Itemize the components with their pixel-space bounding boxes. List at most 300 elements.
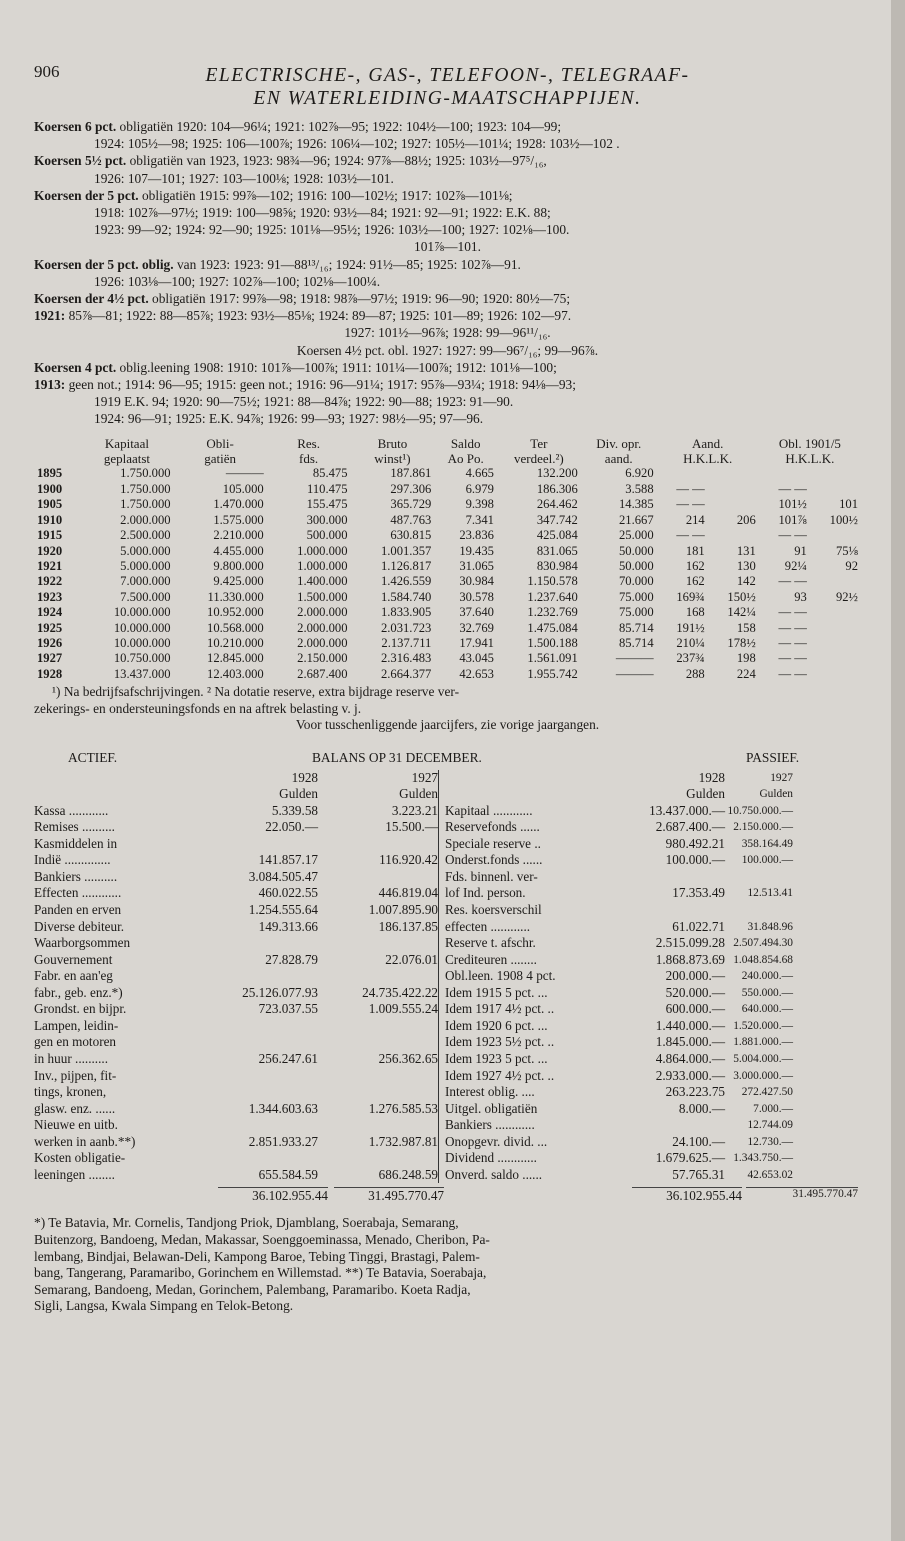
- table-row: [34, 667, 861, 682]
- koersen-line: 1926: 107—101; 1927: 103—100⅛; 1928: 103½—101.: [94, 170, 394, 186]
- table-cell: 300.000: [306, 512, 348, 527]
- passief-value-1928: 100.000.—: [665, 852, 725, 868]
- table-cell: 85.475: [312, 466, 348, 481]
- table-cell: 162: [685, 574, 705, 589]
- table-cell: 92½: [835, 589, 858, 604]
- passief-value-1927: 2.150.000.—: [733, 821, 793, 834]
- table-cell: 1.500.188: [527, 635, 578, 650]
- table-cell: 187.861: [390, 466, 432, 481]
- passief-value-1928: Gulden: [686, 786, 725, 802]
- passief-item-label: Speciale reserve ..: [445, 835, 541, 851]
- table-cell: — —: [778, 605, 807, 620]
- year-cell: 1905: [37, 497, 63, 512]
- passief-value-1927: 5.004.000.—: [733, 1052, 793, 1065]
- table-cell: 1.475.084: [527, 620, 578, 635]
- actief-item-label: Grondst. en bijpr.: [34, 1001, 127, 1017]
- column-header: Kapitaal: [104, 435, 149, 451]
- table-row: [34, 466, 861, 481]
- table-cell: 31.065: [459, 558, 494, 573]
- koersen-heading: Koersen 5½ pct.: [34, 153, 127, 169]
- table-cell: 1.400.000: [297, 574, 348, 589]
- actief-item-label: Bankiers ..........: [34, 868, 118, 884]
- table-cell: 264.462: [536, 497, 578, 512]
- table-cell: 30.984: [459, 574, 494, 589]
- table-cell: 91: [794, 543, 807, 558]
- table-row: [34, 605, 861, 620]
- actief-value-1927: [318, 1084, 438, 1101]
- passief-value-1927: 1927: [770, 771, 793, 784]
- table-cell: 1.750.000: [120, 481, 171, 496]
- koersen-line: Koersen 4½ pct. obl. 1927: 1927: 99—96⁷/₁₆; 99—96⅞.: [296, 342, 599, 358]
- year-cell: 1926: [37, 635, 63, 650]
- table-cell: ———: [615, 666, 654, 681]
- passief-item-label: Bankiers ............: [445, 1117, 535, 1133]
- table-cell: [708, 528, 759, 543]
- table-cell: — —: [778, 574, 807, 589]
- passief-item-label: Fds. binnenl. ver-: [445, 868, 538, 884]
- footnote-line: bang, Tangerang, Paramaribo, Gorinchem en Willemstad. **) Te Batavia, Soerabaja,: [34, 1265, 487, 1281]
- actief-value-1928: [206, 968, 318, 985]
- table-cell: — —: [778, 635, 807, 650]
- passief-item-label: Onverd. saldo ......: [445, 1166, 543, 1182]
- koersen-year: 1913:: [34, 377, 66, 393]
- table-cell: 1.584.740: [380, 589, 432, 604]
- passief-value-1928: 17.353.49: [672, 885, 725, 901]
- table-header-row: [34, 436, 861, 451]
- table-cell: 155.475: [306, 497, 348, 512]
- table-cell: [810, 636, 861, 651]
- table-cell: 100½: [829, 512, 858, 527]
- table-cell: [810, 605, 861, 620]
- passief-value-1927: 7.000.—: [753, 1102, 793, 1115]
- passief-labels: [438, 770, 611, 1184]
- passief-1928-column: [611, 770, 725, 1184]
- actief-value-1928: 5.339.58: [271, 802, 318, 818]
- table-cell: 142¼: [727, 605, 756, 620]
- actief-value-1927: 15.500.—: [385, 819, 438, 835]
- running-title-line-2: EN WATERLEIDING-MAATSCHAPPIJEN.: [253, 88, 642, 109]
- actief-item-label: Waarborgsommen: [34, 935, 131, 951]
- actief-1928-column: [206, 770, 318, 1184]
- table-cell: 7.341: [465, 512, 494, 527]
- actief-value-1927: 1.276.585.53: [368, 1100, 438, 1116]
- year-cell: 1928: [37, 666, 63, 681]
- koersen-heading: Koersen der 5 pct.: [34, 187, 139, 203]
- column-header: Saldo: [450, 435, 481, 451]
- koersen-line: [34, 187, 861, 204]
- passief-value-1928: 200.000.—: [665, 968, 725, 984]
- koersen-text: obligatiën 1920: 104—96¼; 1921: 102⅞—95; 1922: 104½—100; 1923: 104—99;: [116, 119, 562, 134]
- passief-item-label: Dividend ............: [445, 1150, 537, 1166]
- balans-year-header: Gulden: [399, 786, 438, 802]
- table-cell: 75⅛: [835, 543, 858, 558]
- table-cell: 142: [736, 574, 756, 589]
- table-cell: 181: [685, 543, 705, 558]
- passief-value-1928: [611, 902, 725, 919]
- table-cell: 500.000: [306, 528, 348, 543]
- table-cell: 4.665: [465, 466, 494, 481]
- balans-body: [34, 770, 861, 1184]
- running-title-line-1: ELECTRISCHE-, GAS-, TELEFOON-, TELEGRAAF-: [205, 65, 690, 86]
- actief-value-1927: [318, 1117, 438, 1134]
- actief-value-1928: 723.037.55: [258, 1001, 318, 1017]
- column-header: Res.: [297, 435, 320, 451]
- table-cell: 9.398: [465, 497, 494, 512]
- actief-value-1927: [318, 1150, 438, 1167]
- actief-value-1928: 22.050.—: [265, 819, 318, 835]
- actief-labels: [34, 770, 206, 1184]
- table-cell: 21.667: [619, 512, 654, 527]
- table-notes: [34, 684, 861, 734]
- year-cell: 1895: [37, 466, 63, 481]
- passief-value-1928: 1.679.625.—: [655, 1150, 725, 1166]
- table-cell: 10.000.000: [113, 605, 171, 620]
- actief-value-1927: 446.819.04: [378, 885, 438, 901]
- year-cell: 1923: [37, 589, 63, 604]
- koersen-line: [34, 290, 861, 307]
- table-cell: 2.210.000: [213, 528, 264, 543]
- table-cell: 150½: [727, 589, 756, 604]
- table-cell: 347.742: [536, 512, 578, 527]
- table-cell: 43.045: [459, 651, 494, 666]
- koersen-line: 1919 E.K. 94; 1920: 90—75½; 1921: 88—84⅞; 1922: 90—88; 1923: 91—90.: [94, 394, 514, 410]
- table-cell: [708, 497, 759, 512]
- passief-value-1927: 358.164.49: [741, 837, 793, 850]
- koersen-line: 1926: 103⅛—100; 1927: 102⅞—100; 102⅛—100¼.: [94, 273, 381, 289]
- passief-item-label: Idem 1923 5½ pct. ..: [445, 1034, 555, 1050]
- actief-value-1927: 1.732.987.81: [368, 1133, 438, 1149]
- table-cell: 9.425.000: [213, 574, 264, 589]
- passief-item-label: lof Ind. person.: [445, 885, 526, 901]
- year-cell: 1927: [37, 651, 63, 666]
- table-row: [34, 574, 861, 589]
- table-cell: 10.952.000: [207, 605, 264, 620]
- table-cell: 365.729: [390, 497, 432, 512]
- table-cell: 630.815: [390, 528, 432, 543]
- actief-value-1928: 1.344.603.63: [248, 1100, 318, 1116]
- table-cell: 130: [736, 558, 756, 573]
- actief-value-1928: [206, 1117, 318, 1134]
- table-cell: 10.000.000: [113, 620, 171, 635]
- table-cell: 19.435: [459, 543, 494, 558]
- koersen-text: obligatiën 1917: 99⅞—98; 1918: 98⅞—97½; 1919: 96—90; 1920: 80½—75;: [148, 291, 571, 307]
- table-cell: 186.306: [536, 481, 578, 496]
- table-row: [34, 497, 861, 512]
- table-cell: 162: [685, 558, 705, 573]
- actief-item-label: Panden en erven: [34, 902, 122, 918]
- actief-value-1927: [318, 1068, 438, 1085]
- table-cell: [759, 466, 810, 481]
- passief-item-label: [445, 770, 611, 787]
- actief-value-1927: 116.920.42: [379, 852, 438, 868]
- table-cell: [810, 528, 861, 543]
- table-cell: ———: [615, 651, 654, 666]
- column-header: [34, 436, 80, 451]
- table-cell: 1.000.000: [297, 558, 348, 573]
- passief-value-1927: 10.750.000.—: [727, 804, 793, 817]
- column-header: gatiën: [204, 451, 236, 467]
- koersen-line: 1924: 105½—98; 1925: 106—100⅞; 1926: 106¼—102; 1927: 105½—101¼; 1928: 103½—102 .: [94, 136, 620, 152]
- actief-value-1928: [206, 935, 318, 952]
- passief-item-label: Obl.leen. 1908 4 pct.: [445, 968, 556, 984]
- passief-value-1928: 4.864.000.—: [655, 1050, 725, 1066]
- table-cell: [810, 482, 861, 497]
- passief-value-1928: 980.492.21: [665, 835, 725, 851]
- passief-item-label: Onopgevr. divid. ...: [445, 1133, 548, 1149]
- passief-item-label: Interest oblig. ....: [445, 1084, 535, 1100]
- table-cell: 831.065: [536, 543, 578, 558]
- table-cell: 2.150.000: [297, 651, 348, 666]
- balans-label: [34, 786, 206, 803]
- actief-item-label: Diverse debiteur.: [34, 918, 125, 934]
- koersen-line: [34, 376, 861, 393]
- kapitaal-table: [34, 436, 861, 683]
- table-cell: [810, 651, 861, 666]
- actief-label: ACTIEF.: [68, 749, 118, 765]
- passief-value-1927: 1.048.854.68: [733, 953, 793, 966]
- actief-item-label: Fabr. en aan'eg: [34, 968, 113, 984]
- actief-value-1928: 25.126.077.93: [242, 984, 318, 1000]
- table-cell: 10.210.000: [207, 635, 264, 650]
- actief-item-label: Nieuwe en uitb.: [34, 1117, 118, 1133]
- table-cell: 5.000.000: [120, 558, 171, 573]
- table-cell: 75.000: [619, 589, 654, 604]
- table-cell: 92: [845, 558, 858, 573]
- actief-item-label: Lampen, leidin-: [34, 1017, 119, 1033]
- passief-item-label: Idem 1920 6 pct. ...: [445, 1017, 548, 1033]
- running-title: [34, 64, 861, 110]
- passief-item-label: Onderst.fonds ......: [445, 852, 543, 868]
- table-cell: [708, 466, 759, 481]
- passief-value-1927: 1.343.750.—: [733, 1152, 793, 1165]
- table-cell: 10.750.000: [113, 651, 171, 666]
- table-row: [34, 621, 861, 636]
- actief-value-1927: 3.223.21: [391, 802, 438, 818]
- table-cell: 25.000: [619, 528, 654, 543]
- table-cell: 1.561.091: [527, 651, 578, 666]
- passief-value-1927: 12.730.—: [747, 1135, 793, 1148]
- table-cell: [810, 621, 861, 636]
- passief-value-1928: 520.000.—: [665, 984, 725, 1000]
- passief-item-label: effecten ............: [445, 918, 531, 934]
- koersen-heading: Koersen der 5 pct. oblig.: [34, 256, 174, 272]
- table-cell: 10.000.000: [113, 635, 171, 650]
- passief-item-label: Reserve t. afschr.: [445, 935, 536, 951]
- actief-value-1927: 1.009.555.24: [368, 1001, 438, 1017]
- table-cell: 37.640: [459, 605, 494, 620]
- table-cell: 1.232.769: [527, 605, 578, 620]
- actief-item-label: Effecten ............: [34, 885, 122, 901]
- passief-value-1927: 12.513.41: [747, 887, 793, 900]
- actief-value-1927: [318, 1018, 438, 1035]
- passief-label: PASSIEF.: [746, 749, 800, 765]
- passief-value-1928: 1.868.873.69: [655, 951, 725, 967]
- column-header: winst¹): [374, 451, 411, 467]
- column-header: Ter: [530, 435, 548, 451]
- table-cell: — —: [778, 651, 807, 666]
- column-header: [34, 451, 80, 466]
- passief-item-label: Idem 1923 5 pct. ...: [445, 1050, 548, 1066]
- actief-value-1927: [318, 1034, 438, 1051]
- table-cell: 206: [736, 512, 756, 527]
- actief-item-label: Remises ..........: [34, 819, 115, 835]
- actief-item-label: tings, kronen,: [34, 1084, 107, 1100]
- table-cell: 830.984: [536, 558, 578, 573]
- koersen-section: [34, 118, 861, 428]
- passief-item-label: Uitgel. obligatiën: [445, 1100, 538, 1116]
- table-row: [34, 559, 861, 574]
- koersen-line: [34, 118, 861, 135]
- actief-value-1927: [318, 869, 438, 886]
- table-cell: 92¼: [784, 558, 807, 573]
- passief-value-1927: 1.881.000.—: [733, 1036, 793, 1049]
- actief-value-1927: 24.735.422.22: [362, 984, 438, 1000]
- koersen-heading: Koersen 6 pct.: [34, 119, 117, 134]
- table-cell: [810, 667, 861, 682]
- balans-label: [34, 770, 206, 787]
- table-cell: [810, 574, 861, 589]
- page-header: [34, 62, 861, 118]
- actief-value-1927: 1.007.895.90: [368, 902, 438, 918]
- table-cell: 2.000.000: [297, 605, 348, 620]
- totaal-passief-1927: 31.495.770.47: [746, 1187, 858, 1200]
- actief-value-1928: 141.857.17: [258, 852, 318, 868]
- table-cell: 30.578: [459, 589, 494, 604]
- balans-year-header: 1928: [291, 769, 318, 785]
- table-cell: 32.769: [459, 620, 494, 635]
- passief-value-1928: 8.000.—: [678, 1100, 725, 1116]
- actief-value-1928: [206, 1018, 318, 1035]
- table-cell: [708, 482, 759, 497]
- footnote-line: Sigli, Langsa, Kwala Simpang en Telok-Betong.: [34, 1298, 294, 1314]
- footnote-line: *) Te Batavia, Mr. Cornelis, Tandjong Priok, Djamblang, Soerabaja, Semarang,: [34, 1215, 459, 1231]
- passief-value-1928: [611, 1117, 725, 1134]
- table-cell: 210¼: [676, 635, 705, 650]
- table-cell: 2.316.483: [380, 651, 432, 666]
- table-cell: 2.500.000: [120, 528, 171, 543]
- table-cell: 6.920: [625, 466, 654, 481]
- passief-1927-column: [725, 770, 793, 1184]
- year-cell: 1925: [37, 620, 63, 635]
- table-cell: 101: [839, 497, 858, 512]
- actief-value-1927: 256.362.65: [378, 1050, 438, 1066]
- year-cell: 1910: [37, 512, 63, 527]
- table-row: [34, 544, 861, 559]
- table-cell: 198: [736, 651, 756, 666]
- table-cell: 13.437.000: [113, 666, 171, 681]
- table-cell: 2.000.000: [297, 635, 348, 650]
- koersen-text: oblig.leening 1908: 1910: 101⅞—100⅞; 1911: 101¼—100⅞; 1912: 101⅛—100;: [116, 359, 557, 375]
- passief-item-label: [445, 786, 611, 803]
- balans-header: [34, 750, 861, 768]
- table-cell: — —: [676, 528, 705, 543]
- table-row: [34, 590, 861, 605]
- actief-value-1928: 2.851.933.27: [248, 1133, 318, 1149]
- totaal-passief-1928: 36.102.955.44: [632, 1187, 742, 1204]
- passief-item-label: Kapitaal ............: [445, 802, 533, 818]
- koersen-line: [34, 307, 861, 324]
- table-cell: — —: [778, 620, 807, 635]
- actief-item-label: Kosten obligatie-: [34, 1150, 126, 1166]
- balans-totals: [34, 1187, 861, 1207]
- table-cell: 1.500.000: [297, 589, 348, 604]
- table-cell: — —: [778, 528, 807, 543]
- table-cell: 1.833.905: [380, 605, 432, 620]
- actief-value-1928: [206, 1150, 318, 1167]
- table-row: [34, 482, 861, 497]
- year-cell: 1922: [37, 574, 63, 589]
- passief-value-1927: 550.000.—: [741, 986, 793, 999]
- table-cell: 110.475: [307, 481, 348, 496]
- passief-value-1927: 1.520.000.—: [733, 1019, 793, 1032]
- table-cell: 168: [685, 605, 705, 620]
- passief-item-label: Idem 1915 5 pct. ...: [445, 984, 548, 1000]
- table-cell: 224: [736, 666, 756, 681]
- actief-item-label: Indië ..............: [34, 852, 111, 868]
- table-cell: 1.000.000: [297, 543, 348, 558]
- table-cell: 12.845.000: [207, 651, 264, 666]
- table-cell: 93: [794, 589, 807, 604]
- table-cell: 14.385: [619, 497, 654, 512]
- passief-value-1927: Gulden: [759, 788, 793, 801]
- note-line-2: zekerings- en ondersteuningsfonds en na aftrek belasting v. j.: [34, 700, 362, 716]
- passief-value-1928: 2.687.400.—: [655, 819, 725, 835]
- table-cell: 85.714: [619, 635, 654, 650]
- koersen-heading: Koersen der 4½ pct.: [34, 291, 149, 307]
- passief-value-1928: 1.845.000.—: [655, 1034, 725, 1050]
- passief-value-1927: 640.000.—: [741, 1003, 793, 1016]
- table-cell: 5.000.000: [120, 543, 171, 558]
- table-cell: 11.330.000: [207, 589, 264, 604]
- table-cell: — —: [778, 481, 807, 496]
- table-cell: — —: [676, 497, 705, 512]
- passief-value-1927: 100.000.—: [741, 854, 793, 867]
- passief-value-1928: 263.223.75: [665, 1084, 725, 1100]
- koersen-text: van 1923: 1923: 91—88¹³/₁₆; 1924: 91½—85; 1925: 102⅞—91.: [173, 256, 521, 272]
- table-cell: 4.455.000: [213, 543, 264, 558]
- passief-value-1927: [725, 869, 793, 886]
- table-cell: 105.000: [222, 481, 264, 496]
- balans-year-header: Gulden: [279, 786, 318, 802]
- table-cell: 1.150.578: [527, 574, 578, 589]
- passief-item-label: Crediteuren ........: [445, 951, 537, 967]
- table-cell: 169¾: [676, 589, 705, 604]
- actief-value-1928: 1.254.555.64: [248, 902, 318, 918]
- passief-value-1927: 272.427.50: [741, 1086, 793, 1099]
- table-cell: 1.575.000: [213, 512, 264, 527]
- table-cell: 425.084: [536, 528, 578, 543]
- table-cell: 1.750.000: [120, 497, 171, 512]
- table-cell: 85.714: [619, 620, 654, 635]
- column-header: verdeel.²): [513, 451, 564, 467]
- note-line-1: ¹) Na bedrijfsafschrijvingen. ² Na dotatie reserve, extra bijdrage reserve ver-: [52, 684, 460, 700]
- column-header: H.K.L.K.: [683, 451, 733, 467]
- table-cell: 297.306: [390, 481, 432, 496]
- table-cell: 237¾: [676, 651, 705, 666]
- actief-item-label: glasw. enz. ......: [34, 1100, 116, 1116]
- year-cell: 1900: [37, 481, 63, 496]
- table-cell: 2.687.400: [297, 666, 348, 681]
- footnote-line: Semarang, Bandoeng, Medan, Gorinchem, Palembang, Paramaribo. Koeta Radja,: [34, 1281, 471, 1297]
- koersen-line: 1923: 99—92; 1924: 92—90; 1925: 101⅛—95½; 1926: 103½—100; 1927: 102⅛—100.: [94, 222, 570, 238]
- koersen-year: 1921:: [34, 308, 66, 324]
- table-cell: 288: [685, 666, 705, 681]
- table-cell: 2.664.377: [380, 666, 432, 681]
- koersen-line: 1927: 101½—96⅞; 1928: 99—96¹¹/₁₆.: [344, 325, 551, 341]
- passief-item-label: Reservefonds ......: [445, 819, 540, 835]
- passief-value-1928: 1.440.000.—: [655, 1017, 725, 1033]
- table-row: [34, 651, 861, 666]
